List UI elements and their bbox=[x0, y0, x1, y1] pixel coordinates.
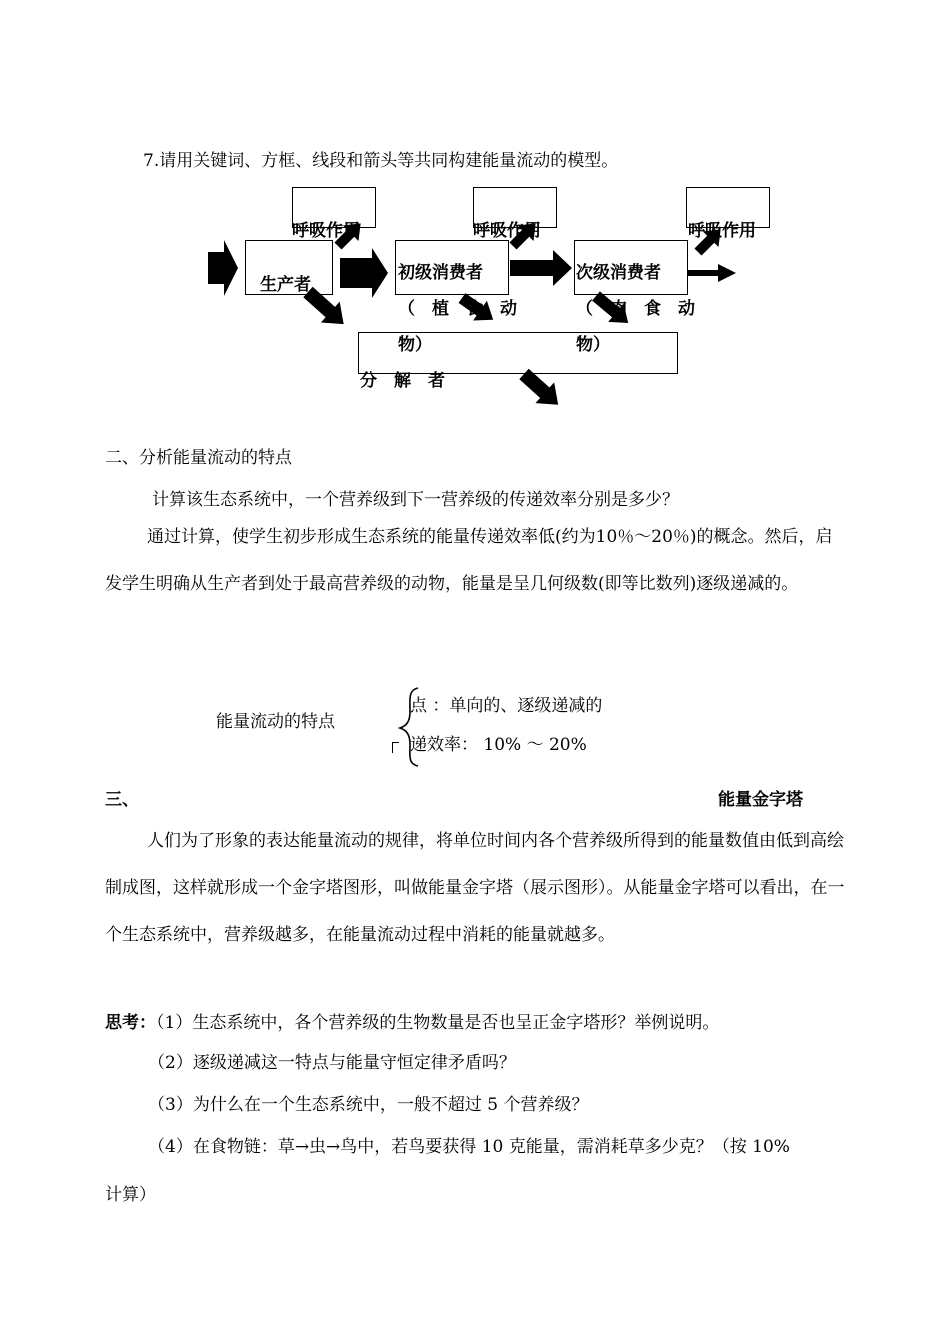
section-2-heading: 二、分析能量流动的特点 bbox=[105, 448, 292, 468]
section-3-paragraph: 人们为了形象的表达能量流动的规律，将单位时间内各个营养级所得到的能量数值由低到高绘制成图，这样就形成一个金字塔图形，叫做能量金字塔（展示图形）。从能量金字塔可以看出，在一个生态系统中，营养级越多，在能量流动过程中消耗的能量就越多。 bbox=[105, 831, 845, 945]
think-question-2: （2）逐级递减这一特点与能量守恒定律矛盾吗？ bbox=[148, 1053, 516, 1073]
section-3-heading: 能量金字塔 bbox=[718, 790, 803, 810]
brace-fragment bbox=[392, 742, 399, 753]
respiration-label-1: 呼吸作用 bbox=[292, 221, 360, 241]
respiration-label-2: 呼吸作用 bbox=[473, 221, 541, 241]
flow-arrow-1 bbox=[340, 248, 388, 298]
feature-1: 点 ：单向的、逐级递减的 bbox=[410, 696, 603, 716]
section-3-number: 三、 bbox=[105, 790, 139, 810]
think-question-4-line-2: 计算） bbox=[105, 1185, 156, 1205]
secondary-consumer-sub-2: 物） bbox=[576, 335, 610, 355]
secondary-consumer-label: 次级消费者 bbox=[576, 263, 661, 283]
producer-label: 生产者 bbox=[260, 275, 311, 295]
think-block-row-1 bbox=[105, 1012, 719, 1034]
think-label: 思考： bbox=[105, 1013, 156, 1033]
respiration-label-3: 呼吸作用 bbox=[688, 221, 756, 241]
think-question-1: （1）生态系统中，各个营养级的生物数量是否也呈正金字塔形？举例说明。 bbox=[156, 1013, 720, 1033]
primary-consumer-sub-1: （ 植 食 动 bbox=[398, 299, 517, 319]
features-label: 能量流动的特点 bbox=[216, 712, 335, 732]
secondary-consumer-sub-1: （ 肉 食 动 bbox=[576, 299, 695, 319]
input-arrow bbox=[208, 240, 238, 296]
think-question-3: （3）为什么在一个生态系统中，一般不超过 5 个营养级？ bbox=[148, 1095, 589, 1115]
question-7: 7.请用关键词、方框、线段和箭头等共同构建能量流动的模型。 bbox=[143, 151, 619, 171]
think-question-4-line-1: （4）在食物链：草→虫→鸟中，若鸟要获得 10 克能量，需消耗草多少克？（按 10% bbox=[148, 1137, 790, 1157]
section-2-question: 计算该生态系统中，一个营养级到下一营养级的传递效率分别是多少？ bbox=[152, 490, 679, 510]
section-2-paragraph: 通过计算，使学生初步形成生态系统的能量传递效率低(约为10％～20％)的概念。然后，启发学生明确从生产者到处于最高营养级的动物，能量是呈几何级数(即等比数列)逐级递减的。 bbox=[105, 527, 833, 594]
feature-2: 递效率： 10% ～ 20% bbox=[410, 735, 587, 755]
decomposer-label: 分 解 者 bbox=[360, 371, 445, 391]
primary-consumer-label: 初级消费者 bbox=[398, 263, 483, 283]
flow-arrow-3 bbox=[688, 264, 736, 282]
primary-consumer-sub-2: 物） bbox=[398, 335, 432, 355]
flow-arrow-2 bbox=[510, 250, 572, 286]
